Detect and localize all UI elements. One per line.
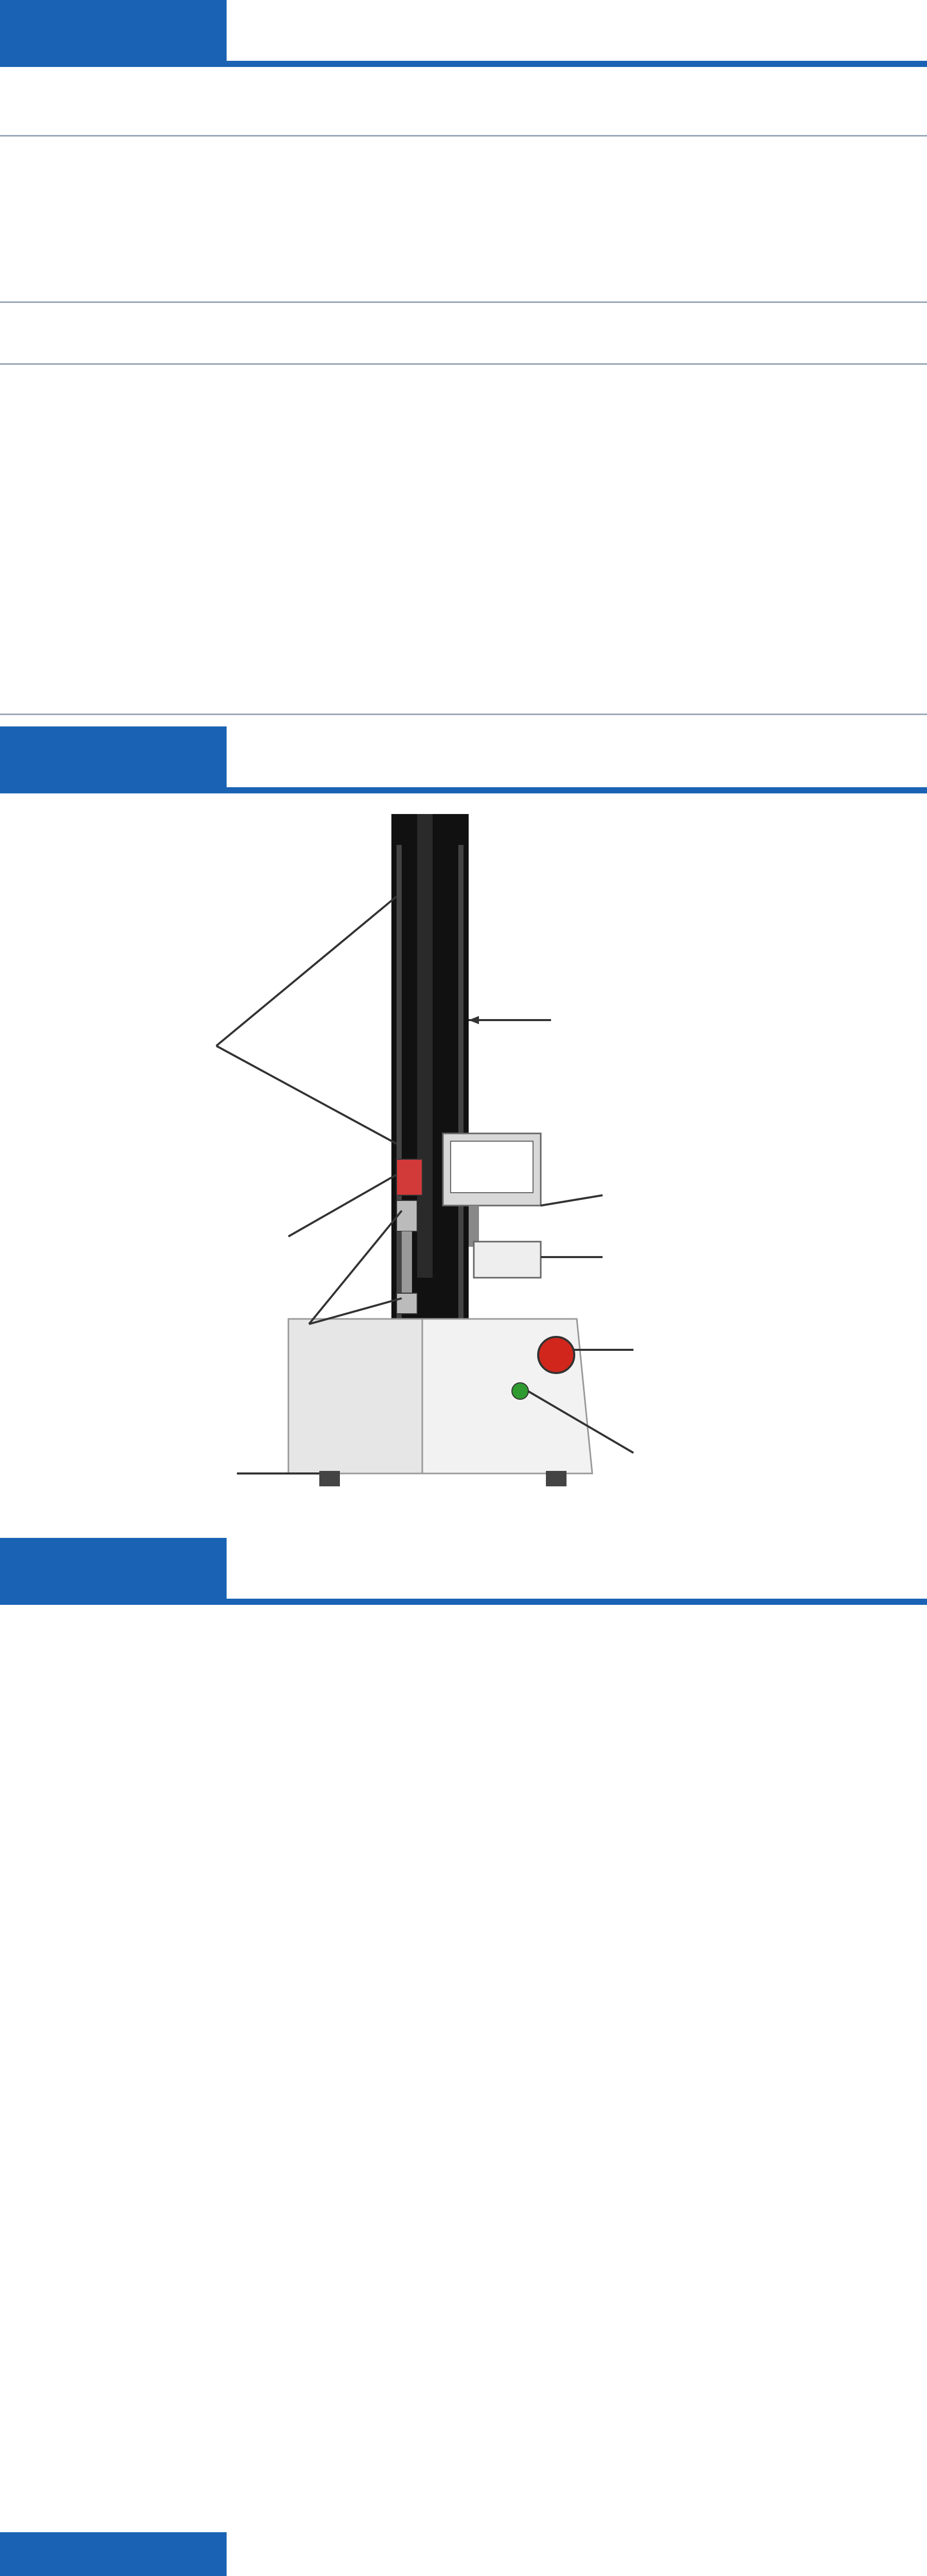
intro-title [0,0,227,67]
intro-header [0,0,927,67]
intro-rule [0,61,927,67]
standards-divider-bottom [0,714,927,715]
structure-rule [0,787,927,793]
structure-header [0,726,927,793]
structure-diagram [0,804,927,1525]
specs-title [0,1538,227,1605]
machine-illustration [0,804,927,1525]
features-title [0,2532,227,2576]
specs-header [0,1538,927,1605]
usage-divider [0,135,927,137]
features-header [0,2532,927,2576]
standards-divider [0,363,927,365]
specs-rule [0,1599,927,1605]
standards-divider-top [0,301,927,303]
structure-title [0,726,227,793]
